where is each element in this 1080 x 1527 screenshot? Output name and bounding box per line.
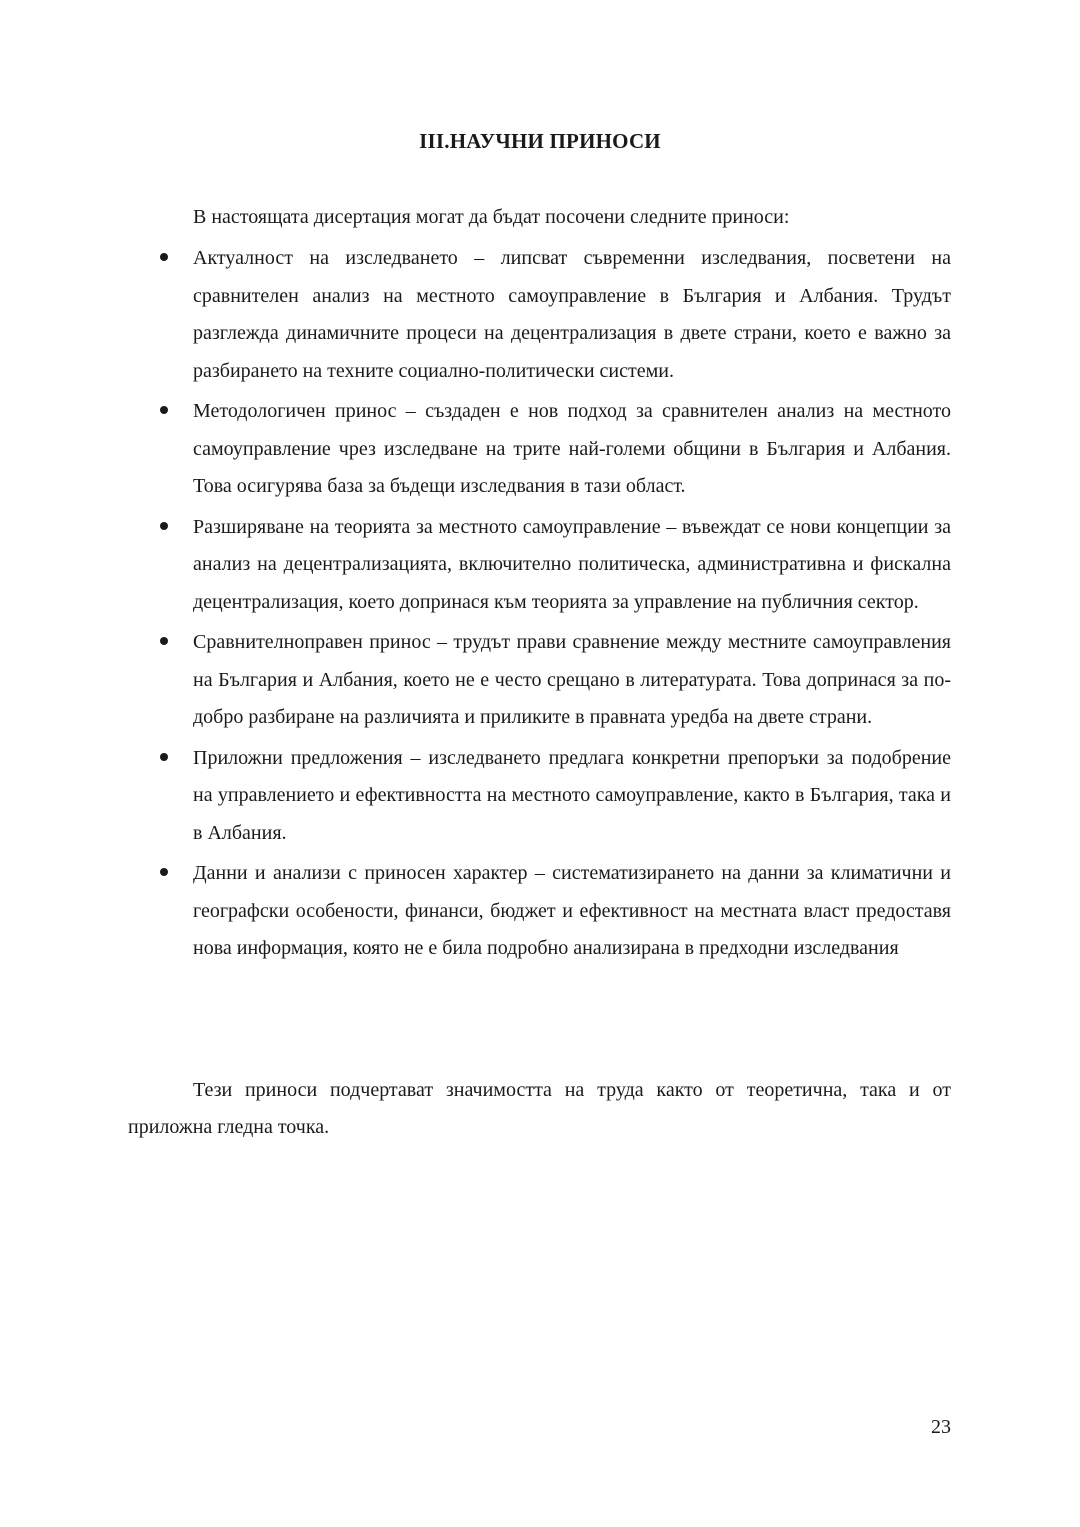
list-item-text: Методологичен принос – създаден е нов подход за сравнителен анализ на местното самоуправление чрез изследване на трите най-големи общини в България и Албания. Това осигурява база за бъдещи изследвания в тази област.	[193, 400, 951, 497]
closing-paragraph: Тези приноси подчертават значимостта на труда както от теоретична, така и от приложна гледна точка.	[128, 1079, 951, 1138]
list-item-text: Данни и анализи с приносен характер – систематизирането на данни за климатични и географски особености, финанси, бюджет и ефективност на местната власт предоставя нова информация, която не е била подробно анализирана в предходни изследвания	[193, 862, 951, 959]
bullet-icon	[160, 406, 168, 414]
contributions-list	[0, 240, 1080, 971]
list-item-text: Актуалност на изследването – липсват съвременни изследвания, посветени на сравнителен анализ на местното самоуправление в България и Албания. Трудът разглежда динамичните процеси на децентрализация в двете страни, което е важно за разбирането на техните социално-политически системи.	[193, 247, 951, 382]
bullet-icon	[160, 753, 168, 761]
list-item	[0, 393, 951, 506]
intro-paragraph: В настоящата дисертация могат да бъдат посочени следните приноси:	[193, 206, 790, 228]
list-item	[0, 509, 951, 622]
page-number: 23	[931, 1416, 951, 1438]
list-item	[0, 624, 951, 737]
section-heading: III.НАУЧНИ ПРИНОСИ	[419, 129, 661, 153]
list-item-text: Сравнителноправен принос – трудът прави сравнение между местните самоуправления на България и Албания, което не е често срещано в литературата. Това допринася за по-добро разбиране на различията и приликите в правната уредба на двете страни.	[193, 631, 951, 728]
list-item	[0, 740, 951, 853]
list-item	[0, 240, 951, 390]
list-item	[0, 855, 951, 968]
bullet-icon	[160, 868, 168, 876]
list-item-text: Разширяване на теорията за местното самоуправление – въвеждат се нови концепции за анализ на децентрализацията, включително политическа, административна и фискална децентрализация, което допринася към теорията за управление на публичния сектор.	[193, 515, 951, 613]
list-item-text: Приложни предложения – изследването предлага конкретни препоръки за подобрение на управлението и ефективността на местното самоуправление, както в България, така и в Албания.	[193, 746, 951, 844]
bullet-icon	[160, 637, 168, 645]
bullet-icon	[160, 253, 168, 261]
bullet-icon	[160, 522, 168, 530]
